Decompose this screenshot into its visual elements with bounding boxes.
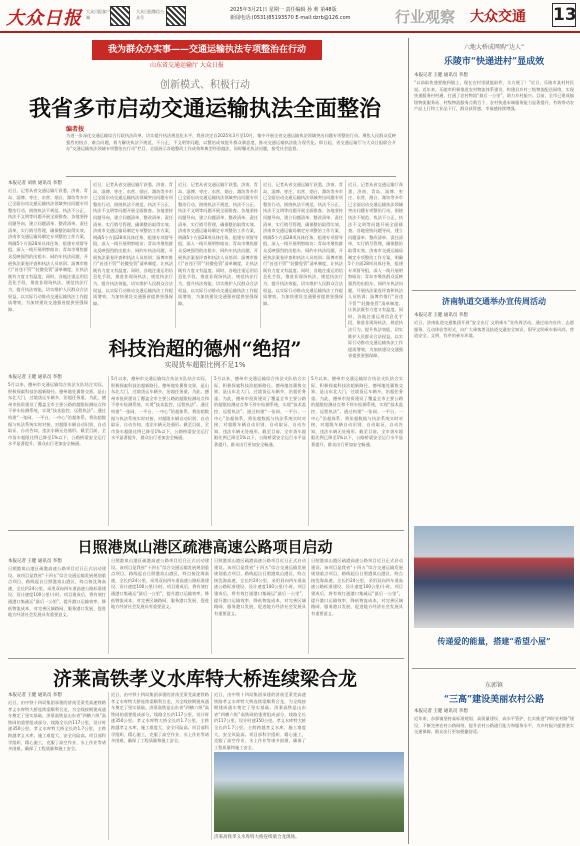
rizhao-body-col-4: 日照港岚山港区疏港高速公路项目近日正式启动建设。该项目是我省“十四五”综合交通运输发展规划重点项目，路线起自日照港岚山港区，终点接沈海高速，全长约24公里，采用双向四车道高速公路标准建设，设计速度100公里/小时。项目建成后，将有效打通港口集疏运“最后一公里”，提升港口运输效率，降低物流成本，对完善区域路网、服务港口发展、促进地方经济社会发展具有重要意义。 [311,558,403,616]
divider [8,658,404,659]
right-column-rule [408,38,409,844]
right-body-2: 近日，济南轨道交通集团开展“安全出行 文明乘车”宣传周活动，通过站内宣传、志愿服务、互动体验等形式，向广大乘客普及轨道交通安全知识，倡导文明乘车新风尚，营造安全、文明、有序的乘车环境。 [414,320,574,339]
qr-code-icon [166,6,186,26]
divider [412,668,576,669]
rizhao-body-col-2: 日照港岚山港区疏港高速公路项目近日正式启动建设。该项目是我省“十四五”综合交通运输发展规划重点项目，路线起自日照港岚山港区，终点接沈海高速，全长约24公里，采用双向四车道高速公路标准建设，设计速度100公里/小时。项目建成后，将有效打通港口集疏运“最后一公里”，提升港口运输效率，降低物流成本，对完善区域路网、服务港口发展、促进地方经济社会发展具有重要意义。 [111,558,209,610]
bridge-photo-caption: 济莱高铁孝义水库特大桥连续梁合龙现场。 [214,835,300,840]
qr-code-icon [110,6,130,26]
date-line [230,6,351,22]
column-rule [211,376,212,526]
qr-caption-1: 大众日报客户端 [86,9,110,20]
column-rule [345,180,346,328]
rizhao-headline: 日照港岚山港区疏港高速公路项目启动 [77,538,333,556]
right-kicker-3: 东郭镇 [484,682,503,689]
dezhou-headline: 科技治超的德州“绝招” [108,338,302,360]
volunteer-photo [414,526,574,628]
right-byline-1: 本报记者 王健 通讯员 李想 [414,73,468,78]
rizhao-body-col-3: 日照港岚山港区疏港高速公路项目近日正式启动建设。该项目是我省“十四五”综合交通运输发展规划重点项目，路线起自日照港岚山港区，终点接沈海高速，全长约24公里，采用双向四车道高速公路标准建设，设计速度100公里/小时。项目建成后，将有效打通港口集疏运“最后一公里”，提升港口运输效率，降低物流成本，对完善区域路网、服务港口发展、促进地方经济社会发展具有重要意义。 [214,558,306,616]
right-title-3: “三高”建设美丽农村公路 [443,695,545,705]
rizhao-byline: 本报记者 王健 通讯员 李想 [8,559,62,564]
right-kicker-1: 六地大桥成网购“达人” [463,44,525,51]
section-name: 大众交通 [470,9,526,25]
qr-caption-2: 大众日报微信公众号 [136,9,164,20]
right-title-2: 济南轨道交通举办宣传周活动 [442,296,546,306]
column-rule [308,376,309,526]
lead-body-col-4: 近日，记者从省交通运输厅获悉，济南、青岛、淄博、枣庄、东营、烟台、潍坊等多市已全面启动交通运输执法领域突出问题专项整治行动，围绕执法不规范、执法不公正、执法不文明等问题开展全面排查。各地坚持问题导向，建立问题清单、整改清单、责任清单，实行销号管理，确保整治取得实效。济南市交通运输局制定专项整治工作方案，明确5个方面28项具体任务，组建专项督导组，深入一线开展明察暗访；青岛市聚焦群众反映强烈的出租车、网约车执法问题，开展执法案卷评查和执法人员培训；淄博市推行“首违不罚”“轻微免罚”清单制度，让执法既有力度又有温度。同时，各地注重运用信息化手段，推进非现场执法，规范执法行为，提升执法效能，切实维护人民群众合法权益，以实际行动推动交通运输执法工作提质增效，为加快建设交通强省提供坚强保障。 [263,182,343,306]
photo-caption-title: 传递爱的能量，搭建“希望小屋” [437,636,551,646]
dezhou-subhead: 实现货车超限比例不足1% [164,361,246,369]
divider [412,290,576,291]
divider [8,530,404,531]
dezhou-body-col-4: 5月以来，德州市交通运输综合执法支队结合实际，积极探索科技治超新路径。德州地处冀鲁交界，是山东北大门，过境货运车辆多，治超任务重。为此，德州市投资建设了覆盖全市主要公路的超限检测站点和不停车检测系统，实现“技术监控、远程执法”。通过构建“一张网、一平台、一中心”治超体系，将治超数据与执法系统实时对接，对超限车辆自动识别、自动取证、自动告知，违法车辆无处遁形。截至目前，全市货车超限比例已降至1%以下，公路桥梁安全运行水平显著提升，群众出行更加安全畅通。 [311,376,403,447]
right-byline-3: 本报记者 王健 通讯员 李想 [414,709,468,714]
bridge-photo [214,752,404,832]
column-rule [108,692,109,840]
section-tag: 行业观察 [395,8,456,26]
column-rule [108,376,109,526]
right-title-1: 乐陵市“快递进村”显成效 [443,57,545,67]
jinan-body-col-1: 近日，由中铁十四局集团承建的济南至莱芜高速铁路孝义水库特大桥连续梁顺利合龙，为全线按期建成通车奠定了坚实基础。济莱高铁是山东省“四横六纵”高铁网的重要组成部分，线路全长约117公里，设计时速350公里。孝义水库特大桥全长约1.7公里，主跨跨越孝义水库，施工难度大、安全风险高。项目部科学组织、精心施工，克服了高空作业、水上作业等诸多困难，确保了工程质量和施工安全。 [8,700,106,752]
jinan-body-col-3: 近日，由中铁十四局集团承建的济南至莱芜高速铁路孝义水库特大桥连续梁顺利合龙，为全线按期建成通车奠定了坚实基础。济莱高铁是山东省“四横六纵”高铁网的重要组成部分，线路全长约117公里，设计时速350公里。孝义水库特大桥全长约1.7公里，主跨跨越孝义水库，施工难度大、安全风险高。项目部科学组织、精心施工，克服了高空作业、水上作业等诸多困难，确保了工程质量和施工安全。 [214,692,306,750]
column-rule [308,558,309,654]
column-rule [260,180,261,328]
lead-headline: 我省多市启动交通运输执法全面整治 [28,96,381,122]
contact-text: 新闻电话:(0531)85193570 E-mail:dzrb@126.com [230,15,351,21]
lead-body-col-3: 近日，记者从省交通运输厅获悉，济南、青岛、淄博、枣庄、东营、烟台、潍坊等多市已全面启动交通运输执法领域突出问题专项整治行动，围绕执法不规范、执法不公正、执法不文明等问题开展全面排查。各地坚持问题导向，建立问题清单、整改清单、责任清单，实行销号管理，确保整治取得实效。济南市交通运输局制定专项整治工作方案，明确5个方面28项具体任务，组建专项督导组，深入一线开展明察暗访；青岛市聚焦群众反映强烈的出租车、网约车执法问题，开展执法案卷评查和执法人员培训；淄博市推行“首违不罚”“轻微免罚”清单制度，让执法既有力度又有温度。同时，各地注重运用信息化手段，推进非现场执法，规范执法行为，提升执法效能，切实维护人民群众合法权益，以实际行动推动交通运输执法工作提质增效，为加快建设交通强省提供坚强保障。 [178,182,258,306]
right-body-1: “以前取快递要跑到镇上，现在在村里就能取件，太方便了！”近日，乐陵市某村村民说。近年来，乐陵市积极推进农村物流体系建设，构建县乡村三级物流配送网络，实现快递服务村村通，打通了农村物流“最后一公里”，助力乡村振兴。目前，全市已建成镇级物流服务站、村级物流服务点数百个，农村快递末端服务能力显著提升，有效带动农产品上行和工业品下行，群众获得感、幸福感持续增强。 [414,80,574,112]
jinan-body-col-2: 近日，由中铁十四局集团承建的济南至莱芜高速铁路孝义水库特大桥连续梁顺利合龙，为全线按期建成通车奠定了坚实基础。济莱高铁是山东省“四横六纵”高铁网的重要组成部分，线路全长约117公里，设计时速350公里。孝义水库特大桥全长约1.7公里，主跨跨越孝义水库，施工难度大、安全风险高。项目部科学组织、精心施工，克服了高空作业、水上作业等诸多困难，确保了工程质量和施工安全。 [111,692,209,744]
dezhou-body-col-1: 5月以来，德州市交通运输综合执法支队结合实际，积极探索科技治超新路径。德州地处冀鲁交界，是山东北大门，过境货运车辆多，治超任务重。为此，德州市投资建设了覆盖全市主要公路的超限检测站点和不停车检测系统，实现“技术监控、远程执法”。通过构建“一张网、一平台、一中心”治超体系，将治超数据与执法系统实时对接，对超限车辆自动识别、自动取证、自动告知，违法车辆无处遁形。截至目前，全市货车超限比例已降至1%以下，公路桥梁安全运行水平显著提升，群众出行更加安全畅通。 [8,382,106,447]
column-banner: 我为群众办实事——交通运输执法专项整治在行动 [92,40,322,60]
lead-body-col-2: 近日，记者从省交通运输厅获悉，济南、青岛、淄博、枣庄、东营、烟台、潍坊等多市已全面启动交通运输执法领域突出问题专项整治行动，围绕执法不规范、执法不公正、执法不文明等问题开展全面排查。各地坚持问题导向，建立问题清单、整改清单、责任清单，实行销号管理，确保整治取得实效。济南市交通运输局制定专项整治工作方案，明确5个方面28项具体任务，组建专项督导组，深入一线开展明察暗访；青岛市聚焦群众反映强烈的出租车、网约车执法问题，开展执法案卷评查和执法人员培训；淄博市推行“首违不罚”“轻微免罚”清单制度，让执法既有力度又有温度。同时，各地注重运用信息化手段，推进非现场执法，规范执法行为，提升执法效能，切实维护人民群众合法权益，以实际行动推动交通运输执法工作提质增效，为加快建设交通强省提供坚强保障。 [93,182,173,306]
rizhao-body-col-1: 日照港岚山港区疏港高速公路项目近日正式启动建设。该项目是我省“十四五”综合交通运输发展规划重点项目，路线起自日照港岚山港区，终点接沈海高速，全长约24公里，采用双向四车道高速公路标准建设，设计速度100公里/小时。项目建成后，将有效打通港口集疏运“最后一公里”，提升港口运输效率，降低物流成本，对完善区域路网、服务港口发展、促进地方经济社会发展具有重要意义。 [8,566,106,618]
lead-body-col-5: 近日，记者从省交通运输厅获悉，济南、青岛、淄博、枣庄、东营、烟台、潍坊等多市已全面启动交通运输执法领域突出问题专项整治行动，围绕执法不规范、执法不公正、执法不文明等问题开展全面排查。各地坚持问题导向，建立问题清单、整改清单、责任清单，实行销号管理，确保整治取得实效。济南市交通运输局制定专项整治工作方案，明确5个方面28项具体任务，组建专项督导组，深入一线开展明察暗访；青岛市聚焦群众反映强烈的出租车、网约车执法问题，开展执法案卷评查和执法人员培训；淄博市推行“首违不罚”“轻微免罚”清单制度，让执法既有力度又有温度。同时，各地注重运用信息化手段，推进非现场执法，规范执法行为，提升执法效能，切实维护人民群众合法权益，以实际行动推动交通运输执法工作提质增效，为加快建设交通强省提供坚强保障。 [348,182,403,359]
lead-byline: 本报记者 刘欣 通讯员 李想 [8,181,62,186]
editor-note: 为进一步深化交通运输综合行政执法改革，切实提升执法规范化水平，我省决定自2025年3月至10月，集中开展全省交通运输执法领域突出问题专项整治行动。聚焦人民群众反映强烈的热点、难点问题，着力解决执法不规范、不公正、不文明等问题，以整治成效提升群众满意度，推动交通运输执法能力现代化。即日起，省交通运输厅与大众日报联合开办“交通运输执法领域专项整治在行动”栏目，全面展示各地整改工作成效和典型经验做法，同时曝光执法问题，接受社会监督。 [66,133,396,152]
column-rule [211,692,212,840]
column-rule [90,180,91,328]
lead-body-col-1: 近日，记者从省交通运输厅获悉，济南、青岛、淄博、枣庄、东营、烟台、潍坊等多市已全面启动交通运输执法领域突出问题专项整治行动，围绕执法不规范、执法不公正、执法不文明等问题开展全面排查。各地坚持问题导向，建立问题清单、整改清单、责任清单，实行销号管理，确保整治取得实效。济南市交通运输局制定专项整治工作方案，明确5个方面28项具体任务，组建专项督导组，深入一线开展明察暗访；青岛市聚焦群众反映强烈的出租车、网约车执法问题，开展执法案卷评查和执法人员培训；淄博市推行“首违不罚”“轻微免罚”清单制度，让执法既有力度又有温度。同时，各地注重运用信息化手段，推进非现场执法，规范执法行为，提升执法效能，切实维护人民群众合法权益，以实际行动推动交通运输执法工作提质增效，为加快建设交通强省提供坚强保障。 [8,188,88,312]
editor-note-label: 编者按 [66,126,85,133]
column-banner-sub: 山东省交通运输厅 大众日报 [150,62,224,69]
newspaper-logo: 大众日报 [6,8,82,29]
lead-kicker: 创新模式、积极行动 [160,80,250,91]
dezhou-byline: 本报记者 王健 通讯员 李想 [8,375,62,380]
right-byline-2: 本报记者 王健 通讯员 李想 [414,313,468,318]
dezhou-body-col-3: 5月以来，德州市交通运输综合执法支队结合实际，积极探索科技治超新路径。德州地处冀鲁交界，是山东北大门，过境货运车辆多，治超任务重。为此，德州市投资建设了覆盖全市主要公路的超限检测站点和不停车检测系统，实现“技术监控、远程执法”。通过构建“一张网、一平台、一中心”治超体系，将治超数据与执法系统实时对接，对超限车辆自动识别、自动取证、自动告知，违法车辆无处遁形。截至目前，全市货车超限比例已降至1%以下，公路桥梁安全运行水平显著提升，群众出行更加安全畅通。 [214,376,306,447]
date-text: 2025年3月21日 星期一 责任编辑 孙 莉 第48版 [230,7,337,13]
page-number: 13 [553,5,577,25]
jinan-byline: 本报记者 王健 通讯员 李想 [8,693,62,698]
jinan-headline: 济莱高铁孝义水库特大桥连续梁合龙 [52,668,357,690]
column-rule [211,558,212,654]
column-rule [108,558,109,654]
column-rule [175,180,176,328]
dezhou-body-col-2: 5月以来，德州市交通运输综合执法支队结合实际，积极探索科技治超新路径。德州地处冀鲁交界，是山东北大门，过境货运车辆多，治超任务重。为此，德州市投资建设了覆盖全市主要公路的超限检测站点和不停车检测系统，实现“技术监控、远程执法”。通过构建“一张网、一平台、一中心”治超体系，将治超数据与执法系统实时对接，对超限车辆自动识别、自动取证、自动告知，违法车辆无处遁形。截至目前，全市货车超限比例已降至1%以下，公路桥梁安全运行水平显著提升，群众出行更加安全畅通。 [111,376,209,441]
right-body-3: 近年来，东郭镇坚持高标准规划、高质量建设、高水平管护，扎实推进“四好农村路”建设，不断完善农村公路网络，提升农村公路通行能力和服务水平，为乡村振兴提供坚实交通保障，群众出行更加便捷舒适。 [414,716,574,735]
divider [66,176,396,177]
